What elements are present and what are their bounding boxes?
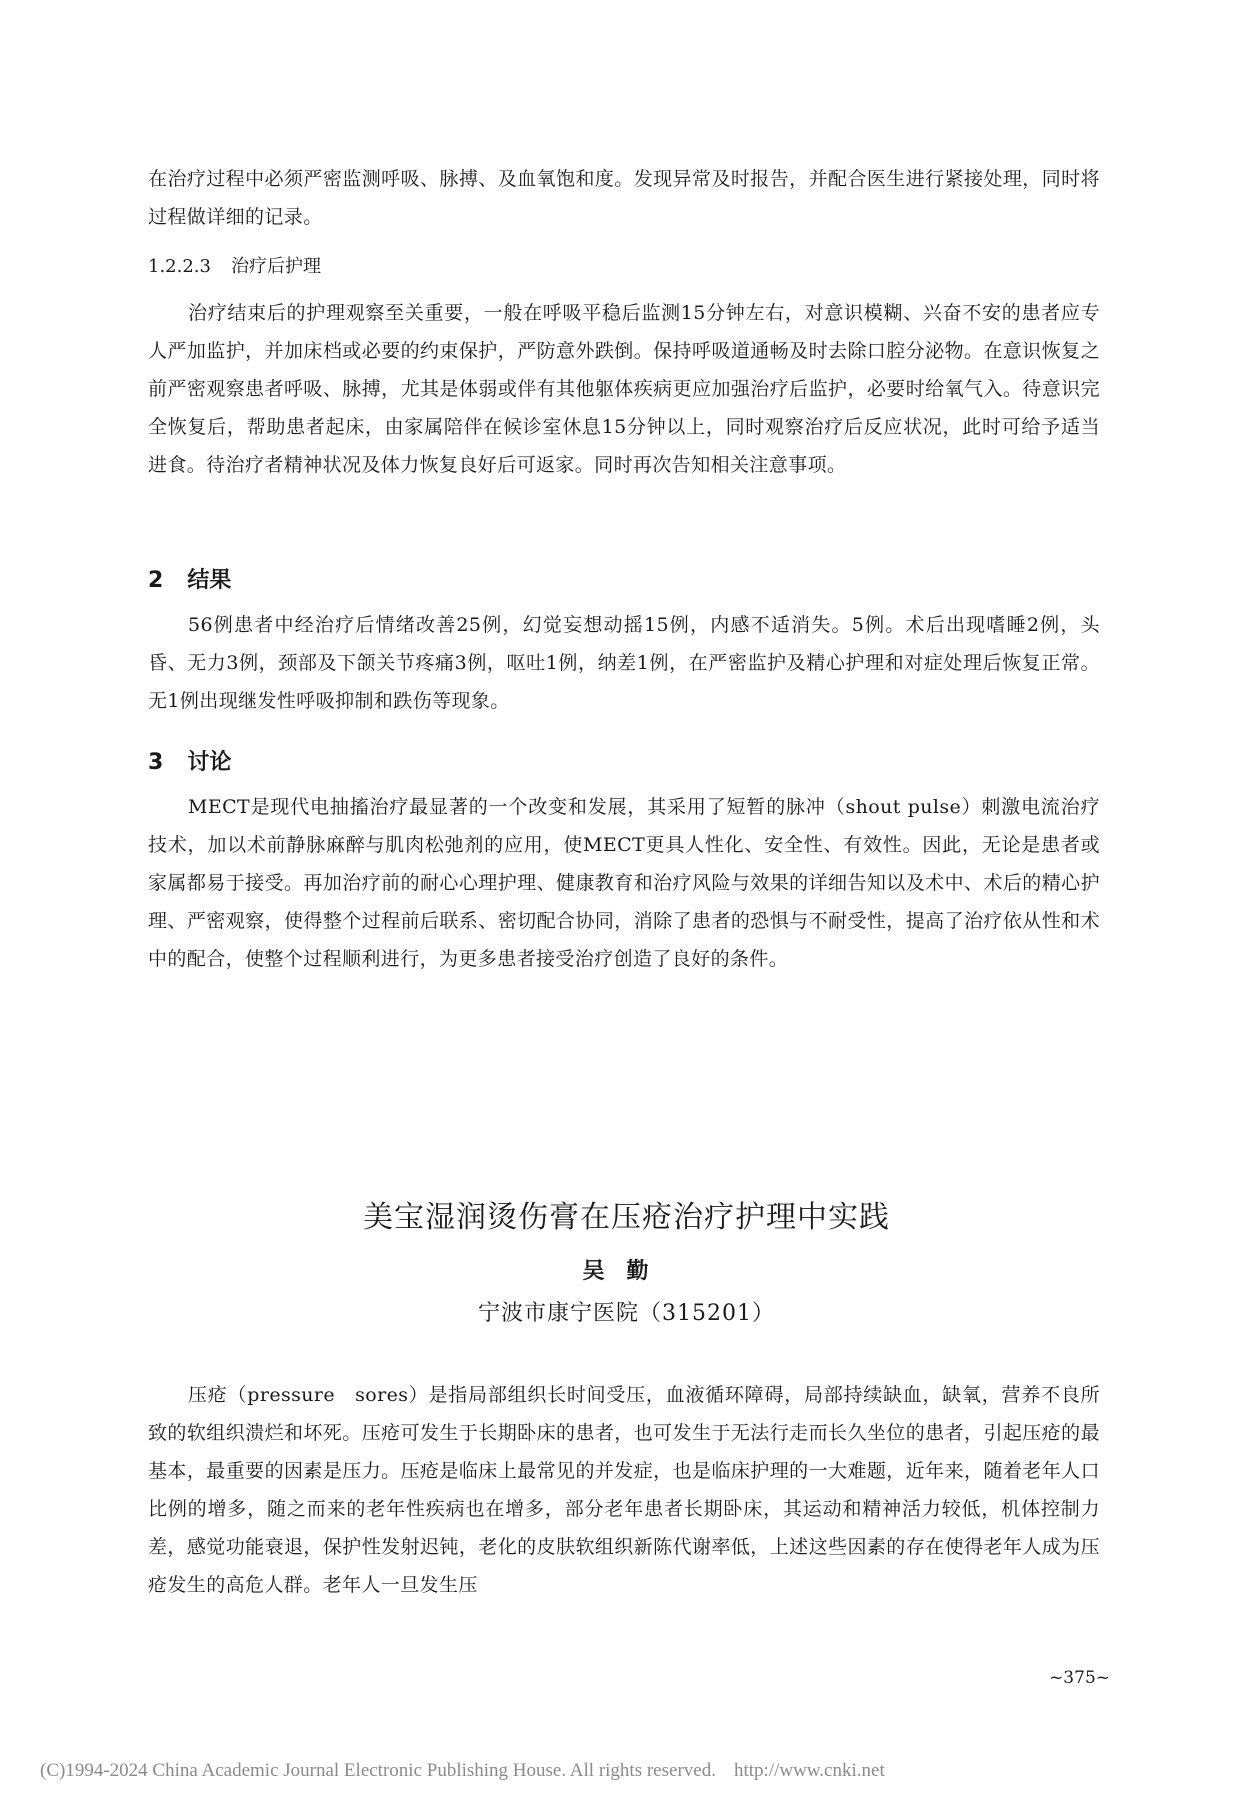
section-3-number: 3 [148,750,164,775]
subsection-title: 治疗后护理 [230,256,321,277]
copyright-text: (C)1994-2024 China Academic Journal Electronic Publishing House. All rights reserved. [40,1760,716,1781]
section-2 [148,562,1100,720]
copyright-footer [40,1760,1253,1782]
article-author: 吴勤 [582,1258,671,1284]
section-2-heading [148,562,1100,600]
section-2-number: 2 [148,568,164,593]
subsection-1-2-2-3 [148,248,1100,484]
section-1-continuation [148,160,1100,236]
section-3-heading [148,744,1100,782]
cnki-url: http://www.cnki.net [733,1760,885,1781]
subsection-paragraph: 治疗结束后的护理观察至关重要，一般在呼吸平稳后监测15分钟左右，对意识模糊、兴奋不安的患者应专人严加监护，并加床档或必要的约束保护，严防意外跌倒。保持呼吸道通畅及时去除口腔分泌物。在意识恢复之前严密观察患者呼吸、脉搏，尤其是体弱或伴有其他躯体疾病更应加强治疗后监护，必要时给氧气入。待意识完全恢复后，帮助患者起床，由家属陪伴在候诊室休息15分钟以上，同时观察治疗后反应状况，此时可给予适当进食。待治疗者精神状况及体力恢复良好后可返家。同时再次告知相关注意事项。 [148,302,1100,476]
article-intro-paragraph: 压疮（pressure sores）是指局部组织长时间受压，血液循环障碍，局部持续缺血，缺氧，营养不良所致的软组织溃烂和坏死。压疮可发生于长期卧床的患者，也可发生于无法行走而长久坐位的患者，引起压疮的最基本，最重要的因素是压力。压疮是临床上最常见的并发症，也是临床护理的一大难题，近年来，随着老年人口比例的增多，随之而来的老年性疾病也在增多，部分老年患者长期卧床，其运动和精神活力较低，机体控制力差，感觉功能衰退，保护性发射迟钝，老化的皮肤软组织新陈代谢率低，上述这些因素的存在使得老年人成为压疮发生的高危人群。老年人一旦发生压 [148,1384,1100,1596]
section-2-paragraph: 56例患者中经治疗后情绪改善25例，幻觉妄想动摇15例，内感不适消失。5例。术后出现嗜睡2例，头昏、无力3例，颈部及下颌关节疼痛3例，呕吐1例，纳差1例，在严密监护及精心护理和对症处理后恢复正常。无1例出现继发性呼吸抑制和跌伤等现象。 [148,614,1100,712]
page-number: ~375~ [1049,1668,1110,1688]
subsection-heading [148,248,1100,286]
subsection-number: 1.2.2.3 [148,256,211,277]
section-3-paragraph: MECT是现代电抽搐治疗最显著的一个改变和发展，其采用了短暂的脉冲（shout pulse）刺激电流治疗技术，加以术前静脉麻醉与肌肉松弛剂的应用，使MECT更具人性化、安全性、有效性。因此，无论是患者或家属都易于接受。再加治疗前的耐心心理护理、健康教育和治疗风险与效果的详细告知以及术中、术后的精心护理、严密观察，使得整个过程前后联系、密切配合协同，消除了患者的恐惧与不耐受性，提高了治疗依从性和术中的配合，使整个过程顺利进行，为更多患者接受治疗创造了良好的条件。 [148,796,1100,970]
section-3 [148,744,1100,978]
section-2-title: 结果 [187,568,232,593]
section-3-title: 讨论 [187,750,232,775]
continued-paragraph: 在治疗过程中必须严密监测呼吸、脉搏、及血氧饱和度。发现异常及时报告，并配合医生进行紧接处理，同时将过程做详细的记录。 [148,168,1100,228]
article-title: 美宝湿润烫伤膏在压疮治疗护理中实践 [363,1200,890,1235]
article-affiliation: 宁波市康宁医院（315201） [478,1301,775,1326]
article-intro [148,1376,1100,1604]
